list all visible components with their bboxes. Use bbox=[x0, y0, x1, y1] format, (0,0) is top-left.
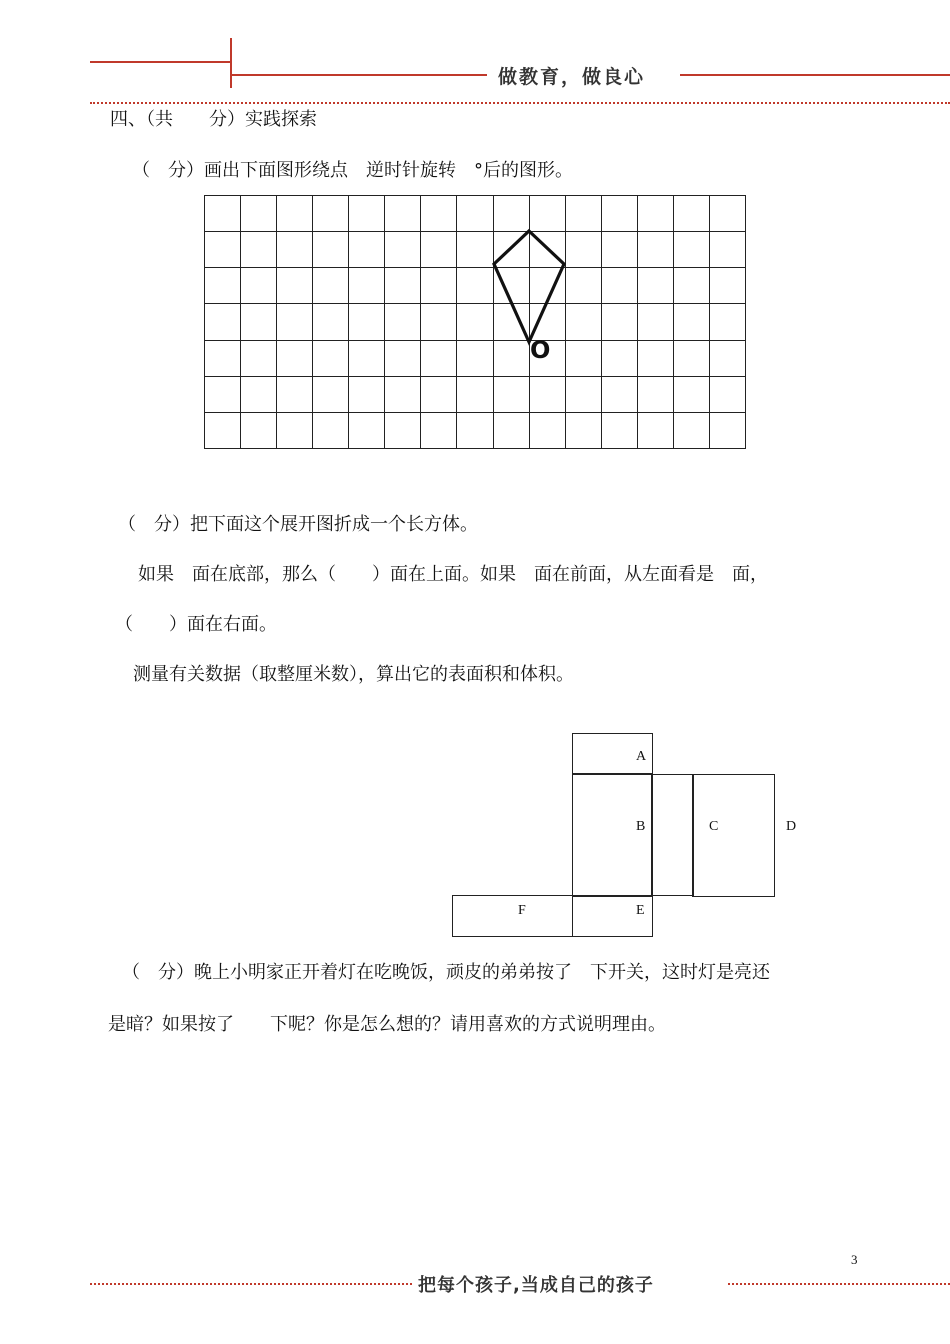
rotation-point-label: O bbox=[530, 336, 551, 364]
face-label-a: A bbox=[636, 749, 647, 764]
q2-line4: 测量有关数据（取整厘米数），算出它的表面积和体积。 bbox=[133, 664, 574, 685]
q3-line1: （ 分）晚上小明家正开着灯在吃晚饭，顽皮的弟弟按了 下开关，这时灯是亮还 bbox=[122, 962, 770, 983]
footer-dotted-left bbox=[90, 1283, 412, 1285]
q2-line1: （ 分）把下面这个展开图折成一个长方体。 bbox=[118, 514, 478, 535]
face-b bbox=[572, 773, 653, 897]
face-f bbox=[452, 895, 573, 937]
page-number: 3 bbox=[851, 1252, 858, 1267]
face-d bbox=[692, 774, 775, 897]
section-title: 四、（共 分）实践探索 bbox=[110, 109, 317, 130]
face-label-c: C bbox=[709, 819, 719, 834]
face-label-d: D bbox=[786, 819, 797, 834]
face-label-b: B bbox=[636, 819, 646, 834]
q1-text: （ 分）画出下面图形绕点 逆时针旋转 °后的图形。 bbox=[132, 160, 573, 181]
face-label-f: F bbox=[518, 903, 526, 918]
footer-slogan: 把每个孩子,当成自己的孩子 bbox=[418, 1275, 654, 1296]
header-slogan: 做教育，做良心 bbox=[498, 66, 646, 88]
q2-line2: 如果 面在底部，那么（ ）面在上面。如果 面在前面，从左面看是 面， bbox=[138, 564, 768, 585]
q3-line2: 是暗？如果按了 下呢？你是怎么想的？请用喜欢的方式说明理由。 bbox=[108, 1014, 666, 1035]
q2-line3: （ ）面在右面。 bbox=[115, 614, 277, 635]
kite-shape bbox=[494, 231, 564, 342]
face-label-e: E bbox=[636, 903, 645, 918]
face-c bbox=[651, 774, 694, 896]
footer-dotted-right bbox=[728, 1283, 950, 1285]
